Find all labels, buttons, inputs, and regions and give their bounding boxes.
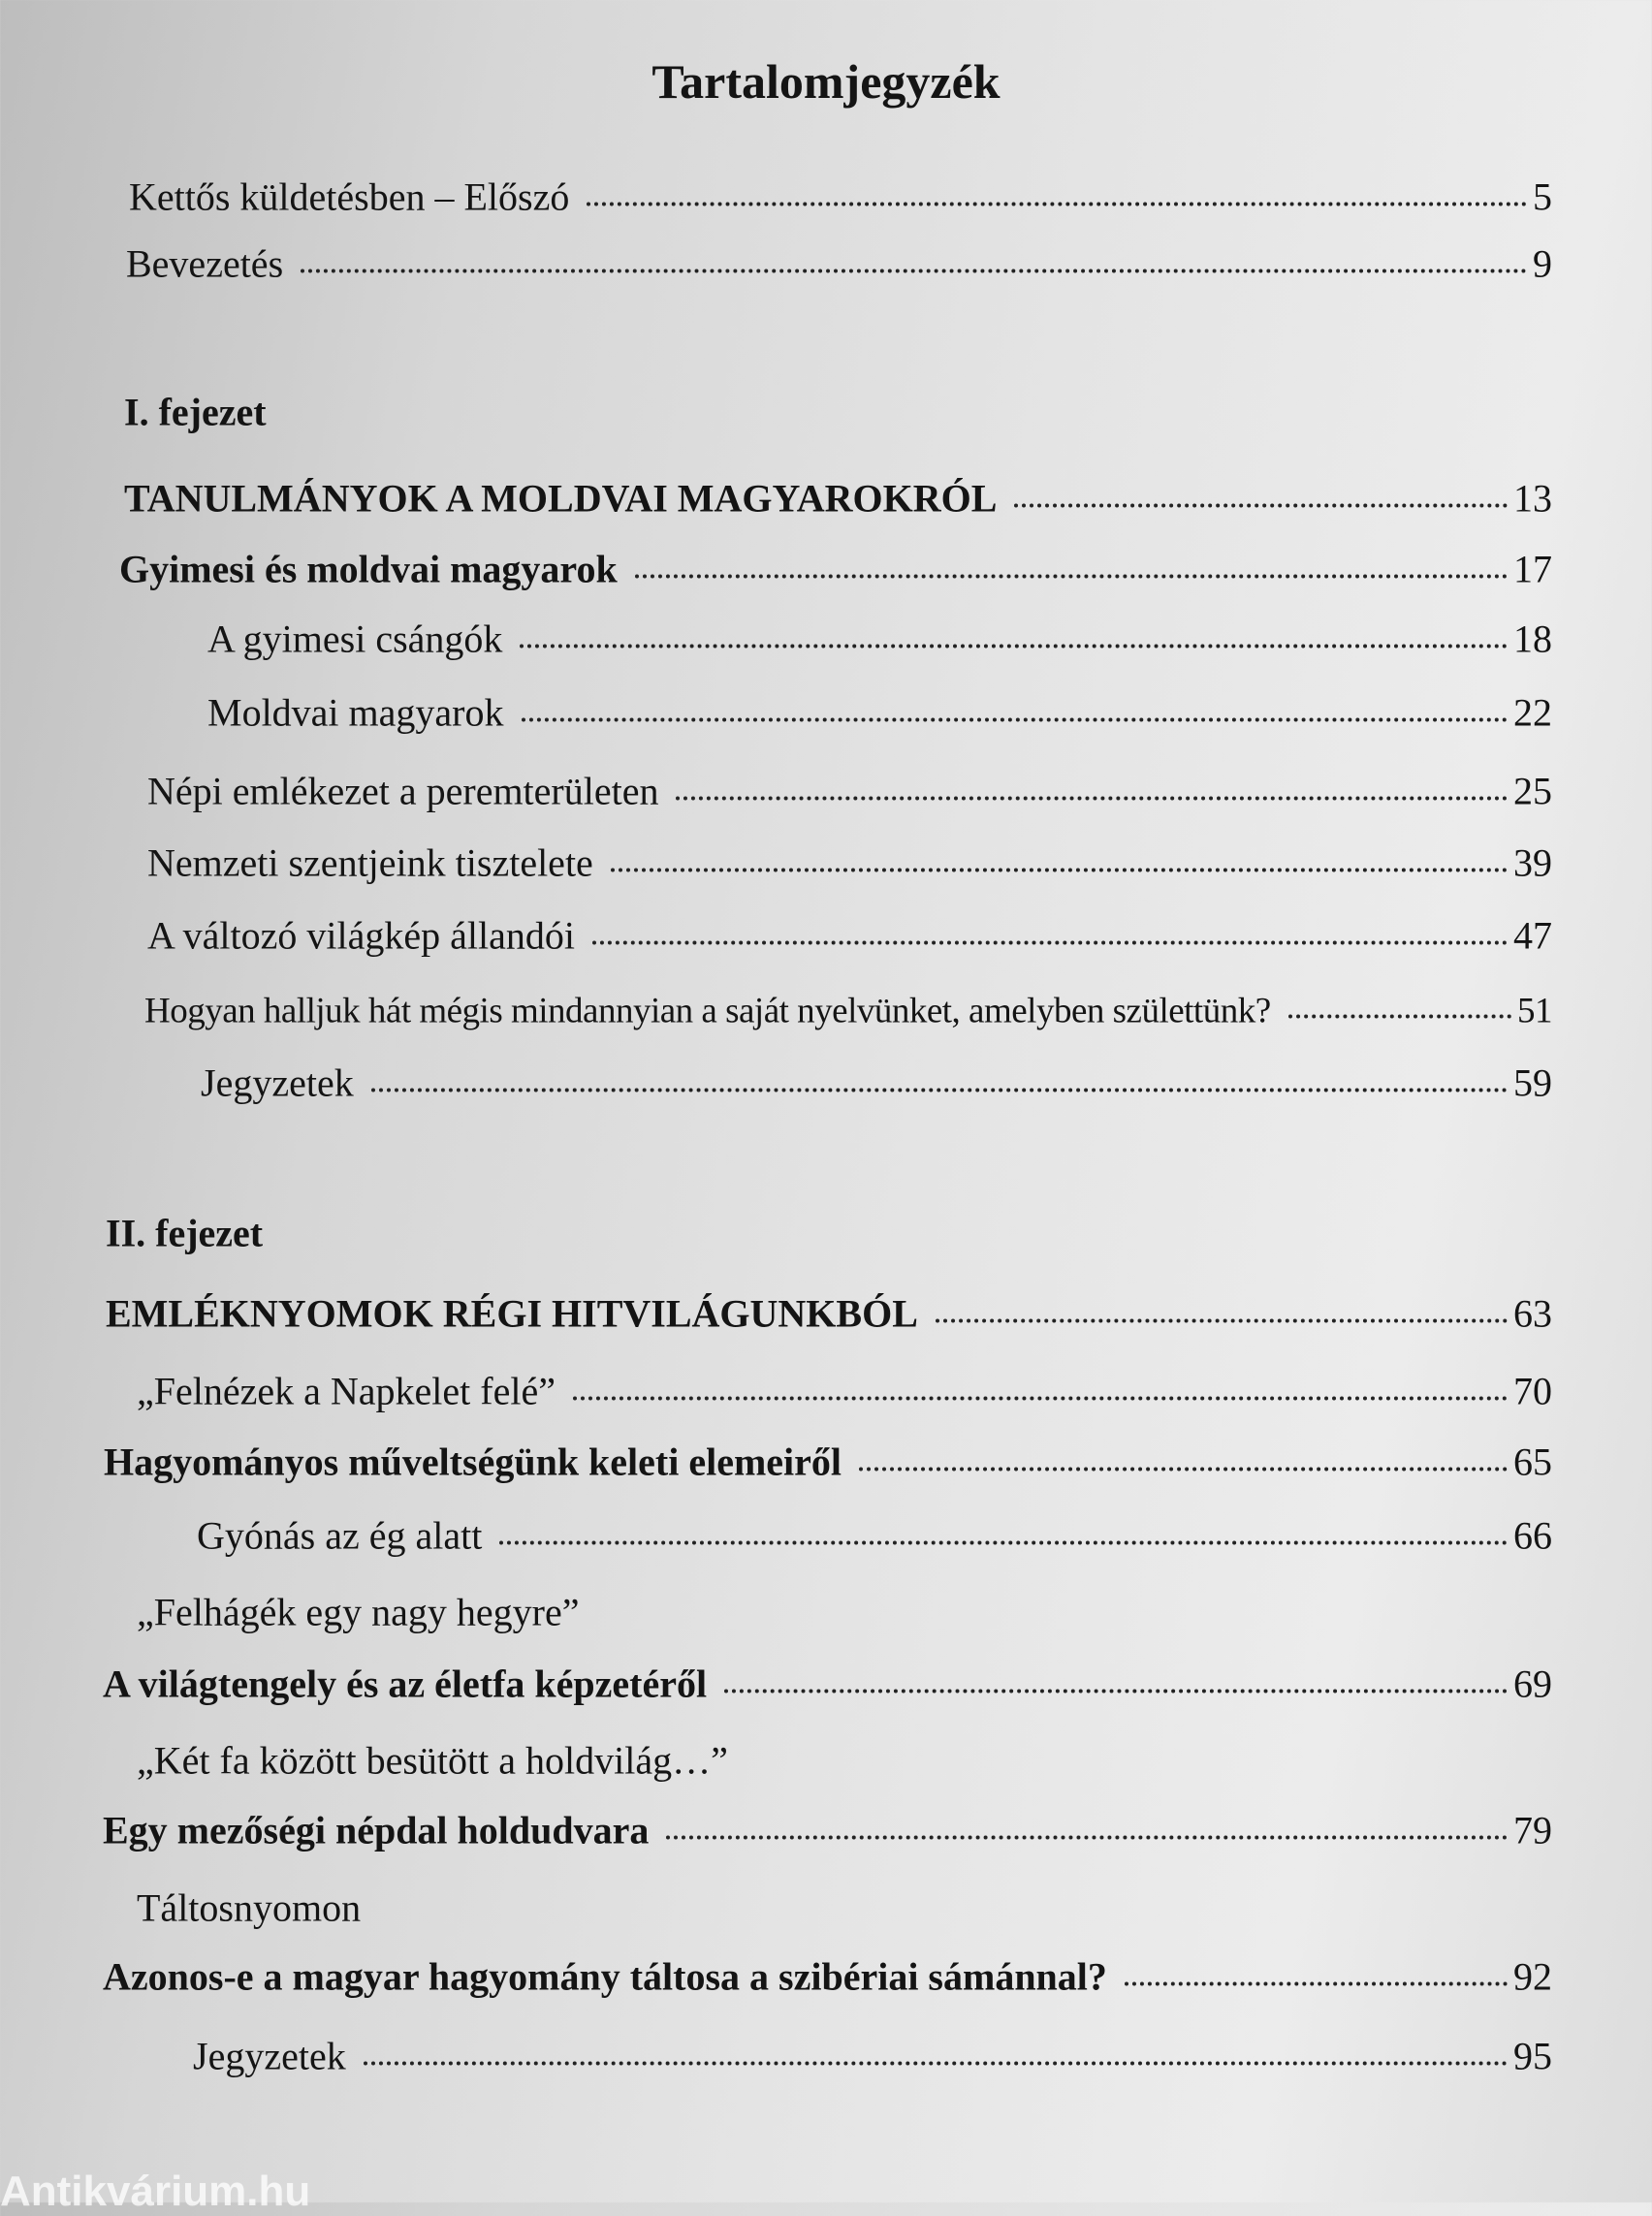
- toc-entry-title: Gyónás az ég alatt: [197, 1513, 483, 1558]
- dot-leader: [371, 1089, 1508, 1092]
- toc-entry: [144, 991, 1552, 1032]
- toc-page-number: 51: [1517, 991, 1552, 1031]
- toc-entry-title: A változó világkép állandói: [147, 913, 575, 958]
- toc-entry-title: Jegyzetek: [193, 2034, 346, 2078]
- toc-entry: [137, 1369, 1552, 1414]
- toc-entry-title: A világtengely és az életfa képzetéről: [103, 1662, 708, 1706]
- toc-entry-title: Nemzeti szentjeink tisztelete: [147, 840, 593, 885]
- dot-leader: [520, 645, 1508, 649]
- toc-page-number: 65: [1513, 1440, 1552, 1484]
- dot-leader: [587, 203, 1527, 206]
- toc-page-number: 79: [1513, 1808, 1552, 1852]
- dot-leader: [936, 1319, 1508, 1323]
- toc-page-number: 70: [1513, 1369, 1552, 1413]
- toc-page-number: 13: [1513, 476, 1552, 521]
- toc-entry-title: Jegyzetek: [201, 1061, 354, 1105]
- toc-entry: [129, 174, 1552, 220]
- toc-entry: [201, 1061, 1552, 1106]
- toc-page-number: 39: [1513, 840, 1552, 885]
- toc-entry: [103, 1808, 1552, 1853]
- toc-entry-title: „Két fa között besütött a holdvilág…”: [137, 1738, 728, 1783]
- dot-leader: [1288, 1015, 1511, 1019]
- toc-page-number: 17: [1513, 547, 1552, 591]
- toc-entry-title: Bevezetés: [126, 241, 284, 286]
- toc-entry: [193, 2034, 1552, 2079]
- watermark: Antikvárium.hu: [0, 2168, 311, 2215]
- toc-entry-title: Népi emlékezet a peremterületen: [147, 769, 659, 813]
- dot-leader: [364, 2062, 1508, 2066]
- toc-entry: [207, 617, 1552, 662]
- toc-entry: [147, 913, 1552, 959]
- toc-entry-title: Azonos-e a magyar hagyomány táltosa a szibériai sámánnal?: [103, 1954, 1107, 1999]
- dot-leader: [666, 1836, 1508, 1840]
- toc-entry: [147, 769, 1552, 814]
- toc-entry: [103, 1954, 1552, 2000]
- toc-entry-title: II. fejezet: [106, 1211, 264, 1255]
- toc-entry-title: Egy mezőségi népdal holdudvara: [103, 1808, 650, 1852]
- toc-page-number: 69: [1513, 1662, 1552, 1706]
- toc-entry: [147, 840, 1552, 886]
- dot-leader: [499, 1541, 1508, 1545]
- toc-entry: [119, 547, 1552, 592]
- dot-leader: [611, 869, 1508, 872]
- dot-leader: [522, 718, 1509, 722]
- dot-leader: [1125, 1982, 1508, 1986]
- dot-leader: [724, 1690, 1508, 1694]
- toc-entry-title: Kettős küldetésben – Előszó: [129, 174, 570, 219]
- toc-entry-title: Hagyományos műveltségünk keleti elemeiről: [104, 1440, 842, 1484]
- dot-leader: [301, 269, 1527, 273]
- toc-entry-title: „Felhágék egy nagy hegyre”: [137, 1590, 580, 1634]
- toc-heading: [124, 390, 267, 435]
- toc-page-number: 9: [1533, 241, 1552, 286]
- toc-page-number: 25: [1513, 769, 1552, 813]
- toc-entry-title: TANULMÁNYOK A MOLDVAI MAGYAROKRÓL: [124, 476, 998, 521]
- toc-page-number: 92: [1513, 1954, 1552, 1999]
- toc-entry-title: A gyimesi csángók: [207, 617, 503, 661]
- toc-entry-title: Táltosnyomon: [137, 1885, 362, 1930]
- toc-page-number: 66: [1513, 1513, 1552, 1558]
- toc-page-number: 59: [1513, 1061, 1552, 1105]
- toc-page-number: 18: [1513, 617, 1552, 661]
- dot-leader: [592, 941, 1508, 945]
- dot-leader: [676, 797, 1508, 801]
- toc-heading: [137, 1590, 579, 1635]
- toc-heading: [137, 1738, 728, 1784]
- toc-page-number: 47: [1513, 913, 1552, 958]
- toc-entry: [104, 1440, 1552, 1485]
- toc-entry: [103, 1662, 1552, 1707]
- dot-leader: [859, 1468, 1508, 1472]
- toc-entry-title: EMLÉKNYOMOK RÉGI HITVILÁGUNKBÓL: [106, 1291, 918, 1336]
- toc-page-number: 63: [1513, 1291, 1552, 1336]
- page-title: Tartalomjegyzék: [651, 54, 1001, 109]
- toc-heading: [106, 1211, 263, 1256]
- toc-entry: [106, 1291, 1552, 1337]
- dot-leader: [1014, 504, 1508, 508]
- toc-entry-title: Hogyan halljuk hát mégis mindannyian a saját nyelvünket, amelyben születtünk?: [144, 991, 1271, 1031]
- toc-entry: [124, 476, 1552, 522]
- toc-page-number: 95: [1513, 2034, 1552, 2078]
- toc-heading: [137, 1885, 361, 1931]
- toc-page-number: 5: [1533, 174, 1552, 219]
- toc-entry-title: Gyimesi és moldvai magyarok: [119, 547, 618, 591]
- toc-entry: [207, 690, 1552, 736]
- toc-entry: [197, 1513, 1552, 1559]
- toc-entry-title: I. fejezet: [124, 390, 267, 434]
- toc-entry: [126, 241, 1552, 287]
- dot-leader: [573, 1397, 1508, 1401]
- dot-leader: [635, 575, 1508, 579]
- toc-entry-title: Moldvai magyarok: [207, 690, 504, 735]
- toc-entry-title: „Felnézek a Napkelet felé”: [137, 1369, 556, 1413]
- toc-page-number: 22: [1513, 690, 1552, 735]
